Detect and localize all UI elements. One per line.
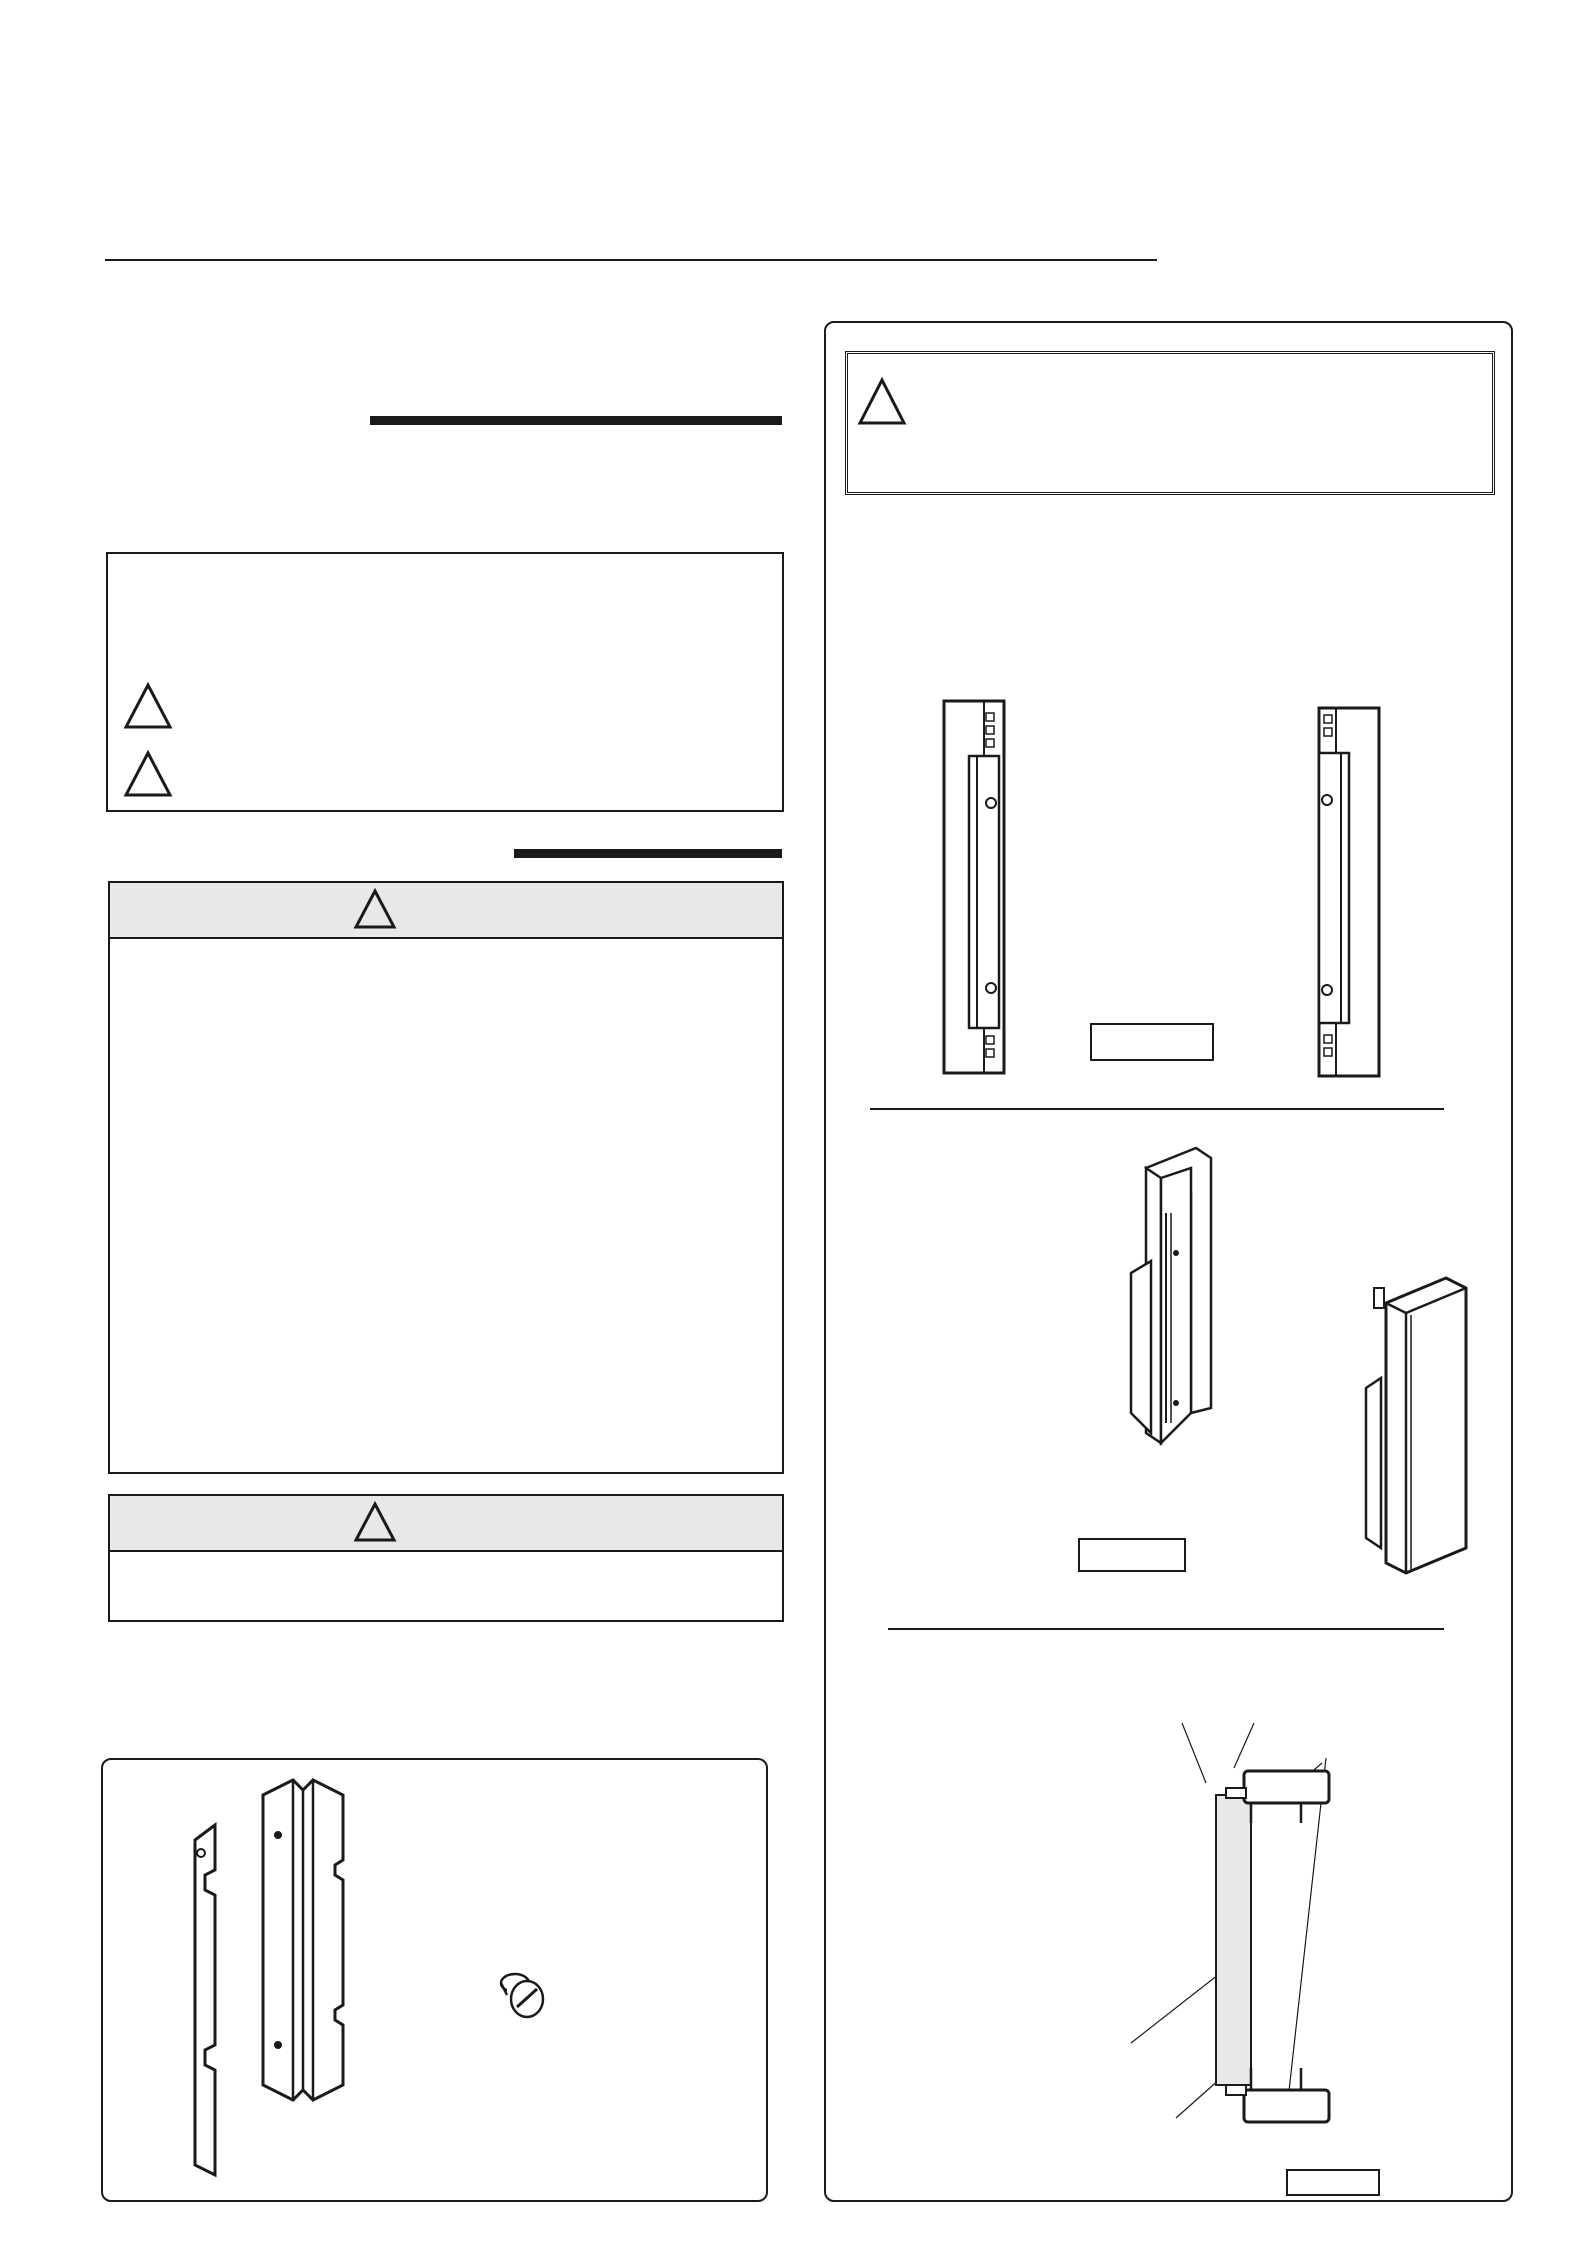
warning-triangle-icon (353, 888, 397, 930)
figure-divider-1 (870, 1108, 1444, 1110)
caution-triangle-icon (353, 1501, 397, 1543)
header-rule (105, 259, 1157, 261)
figure-divider-2 (888, 1628, 1444, 1630)
figure-label-1 (1090, 1023, 1214, 1061)
attention-box (845, 351, 1495, 495)
cover-perspective-right (1356, 1273, 1476, 1583)
warning-triangle-icon (123, 682, 173, 730)
rail-front-view-right (1316, 705, 1386, 1080)
screw-part (493, 1965, 563, 2025)
section-heading-bar-1 (370, 416, 782, 425)
rail-front-view-left (941, 698, 1011, 1078)
mounting-rail-part (253, 1775, 353, 2105)
parts-box (101, 1758, 768, 2202)
warning-box (108, 881, 784, 1474)
cover-plate-part (183, 1815, 253, 2185)
warning-triangle-icon (857, 377, 907, 427)
installed-assembly (1126, 1718, 1486, 2148)
section-heading-bar-2 (514, 849, 782, 858)
caution-header-band (110, 1496, 782, 1552)
warning-header-band (110, 883, 782, 939)
caution-box (108, 1494, 784, 1622)
figure-label-3 (1286, 2169, 1380, 2196)
installation-panel (824, 321, 1513, 2202)
figure-label-2 (1078, 1538, 1186, 1572)
intro-note-box (106, 552, 784, 812)
caution-triangle-icon (123, 750, 173, 798)
rail-perspective-left (1126, 1143, 1246, 1453)
